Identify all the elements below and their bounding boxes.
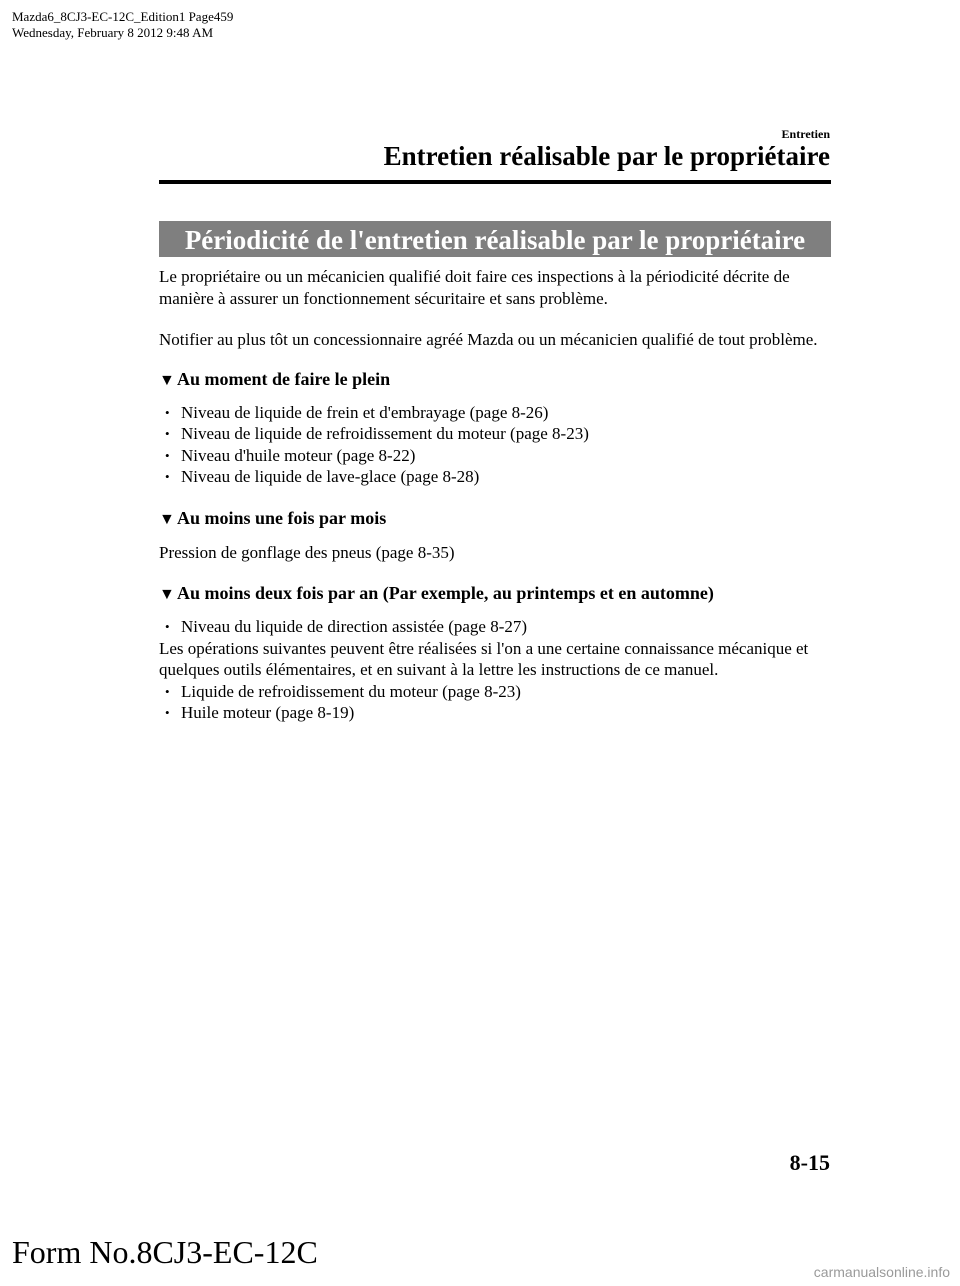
bullet-icon: • — [165, 683, 170, 699]
print-meta-line-1: Mazda6_8CJ3-EC-12C_Edition1 Page459 — [12, 9, 234, 24]
subheading-fuel — [159, 368, 831, 392]
form-number: Form No.8CJ3-EC-12C — [12, 1234, 318, 1270]
twice-yearly-text: Les opérations suivantes peuvent être réalisées si l'on a une certaine connaissance mécanique et quelques outils élémentaires, et en suivant à la lettre les instructions de ce manuel. — [159, 638, 809, 679]
subheading-monthly — [159, 507, 831, 531]
owner-operations-list — [159, 681, 831, 724]
list-item: • Liquide de refroidissement du moteur (page 8-23) — [165, 681, 521, 701]
section-banner: Périodicité de l'entretien réalisable par le propriétaire — [159, 221, 831, 257]
subheading-fuel-text: Au moment de faire le plein — [177, 368, 391, 389]
bullet-icon: • — [165, 619, 170, 634]
bullet-icon: • — [165, 469, 170, 484]
triangle-down-icon: ▼ — [159, 371, 175, 389]
subheading-twice-yearly-text: Au moins deux fois par an (Par exemple, au printemps et en automne) — [177, 583, 714, 603]
header-title: Entretien réalisable par le propriétaire — [383, 141, 830, 171]
list-item: • Huile moteur (page 8-19) — [165, 703, 355, 722]
page-number: 8-15 — [789, 1150, 830, 1175]
fuel-checklist — [159, 402, 831, 488]
bullet-icon: • — [165, 447, 170, 463]
bullet-icon: • — [165, 426, 170, 441]
intro-paragraph-1: Le propriétaire ou un mécanicien qualifié doit faire ces inspections à la périodicité décrite de manière à assurer un fonctionnement sécuritaire et sans problème. — [159, 267, 790, 308]
header-section-label: Entretien — [781, 127, 830, 141]
watermark: carmanualsonline.info — [813, 1264, 950, 1280]
intro-paragraph-2: Notifier au plus tôt un concessionnaire agréé Mazda ou un mécanicien qualifié de tout problème. — [159, 330, 818, 349]
print-meta-line-2: Wednesday, February 8 2012 9:48 AM — [12, 25, 214, 40]
triangle-down-icon: ▼ — [159, 510, 175, 528]
subheading-monthly-text: Au moins une fois par mois — [177, 507, 387, 528]
triangle-down-icon: ▼ — [159, 586, 175, 603]
print-metadata — [12, 9, 233, 41]
bullet-icon: • — [165, 705, 170, 720]
monthly-text: Pression de gonflage des pneus (page 8-35) — [159, 542, 455, 562]
list-item: • Niveau d'huile moteur (page 8-22) — [165, 445, 416, 465]
subheading-twice-yearly — [159, 582, 831, 606]
page-content — [159, 266, 831, 724]
bullet-icon: • — [165, 404, 170, 420]
list-item: • Niveau de liquide de lave-glace (page 8-28) — [165, 467, 480, 486]
list-item: • Niveau de liquide de frein et d'embrayage (page 8-26) — [165, 402, 549, 422]
twice-yearly-checklist — [159, 616, 831, 638]
list-item: • Niveau de liquide de refroidissement du moteur (page 8-23) — [165, 424, 589, 443]
list-item: • Niveau du liquide de direction assistée (page 8-27) — [165, 617, 528, 636]
header-rule — [159, 180, 831, 184]
